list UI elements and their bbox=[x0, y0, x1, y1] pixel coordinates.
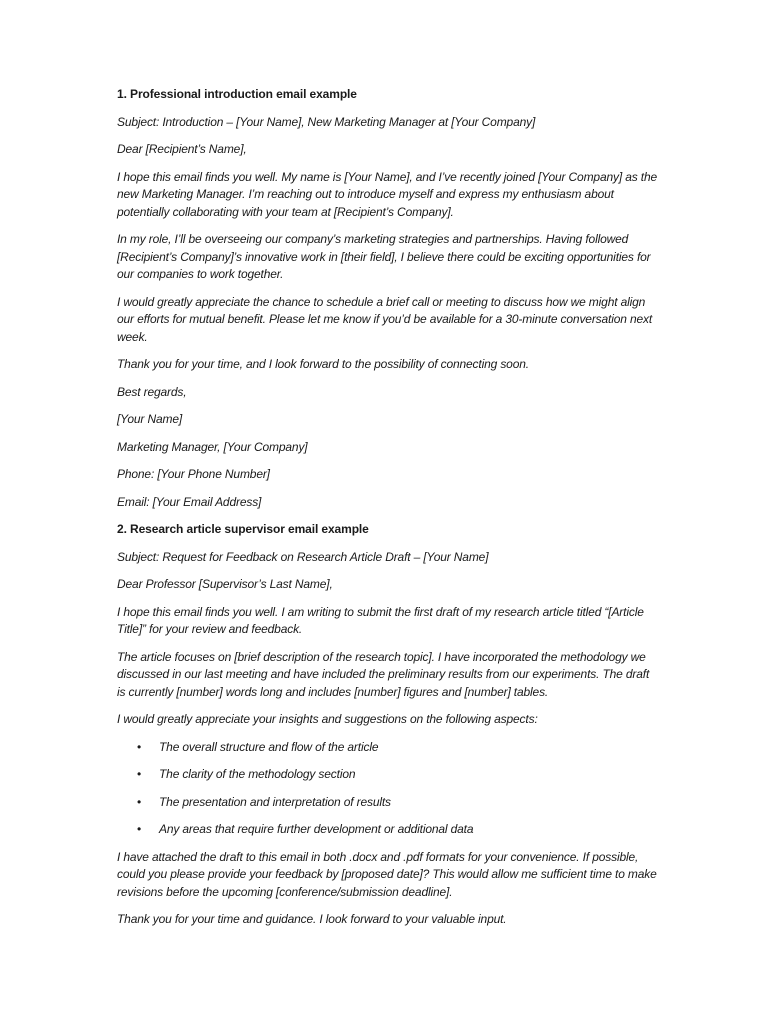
list-item bbox=[117, 739, 657, 757]
email-2-paragraph-4: I have attached the draft to this email in both .docx and .pdf formats for your convenience. If possible, could you please provide your feedback by [proposed date]? This would allow me sufficient time to make revisions before the upcoming [conference/submission deadline]. bbox=[117, 849, 657, 899]
list-item-text: The presentation and interpretation of results bbox=[159, 794, 391, 809]
email-2-subject: Subject: Request for Feedback on Research Article Draft – [Your Name] bbox=[117, 549, 489, 564]
feedback-aspects-list bbox=[117, 739, 657, 839]
email-1-paragraph-2: In my role, I’ll be overseeing our company’s marketing strategies and partnerships. Having followed [Recipient’s Company]’s innovative work in [their field], I believe there could be exciting opportunities for our companies to work together. bbox=[117, 232, 651, 281]
list-item bbox=[117, 821, 657, 839]
bullet-icon: • bbox=[137, 767, 142, 781]
bullet-icon: • bbox=[137, 822, 142, 836]
email-2-greeting: Dear Professor [Supervisor’s Last Name], bbox=[117, 577, 333, 591]
bullet-icon: • bbox=[137, 739, 142, 754]
email-1-signature-email: Email: [Your Email Address] bbox=[117, 494, 262, 509]
email-2-paragraph-5: Thank you for your time and guidance. I look forward to your valuable input. bbox=[117, 912, 507, 926]
bullet-icon: • bbox=[137, 794, 142, 809]
email-1-greeting: Dear [Recipient’s Name], bbox=[117, 142, 247, 156]
list-item-text: Any areas that require further development or additional data bbox=[159, 822, 474, 836]
email-1-signature-title: Marketing Manager, [Your Company] bbox=[117, 439, 308, 454]
document-page bbox=[117, 86, 657, 939]
list-item-text: The clarity of the methodology section bbox=[159, 767, 356, 781]
list-item-text: The overall structure and flow of the article bbox=[159, 739, 379, 754]
email-2-paragraph-2: The article focuses on [brief description of the research topic]. I have incorporated the methodology we discussed in our last meeting and have included the preliminary results from our experiments. The draft is currently [number] words long and includes [number] figures and [number] tables. bbox=[117, 649, 650, 699]
email-1-signature-name: [Your Name] bbox=[117, 412, 183, 426]
email-1-signature-phone: Phone: [Your Phone Number] bbox=[117, 467, 270, 481]
email-1-closing: Best regards, bbox=[117, 384, 187, 399]
list-item bbox=[117, 766, 657, 784]
email-2-paragraph-3: I would greatly appreciate your insights and suggestions on the following aspects: bbox=[117, 712, 538, 726]
section-2-heading: 2. Research article supervisor email example bbox=[117, 522, 369, 536]
email-1-subject: Subject: Introduction – [Your Name], New Marketing Manager at [Your Company] bbox=[117, 114, 536, 129]
list-item bbox=[117, 794, 657, 812]
email-1-paragraph-4: Thank you for your time, and I look forward to the possibility of connecting soon. bbox=[117, 357, 529, 371]
email-2-paragraph-1: I hope this email finds you well. I am writing to submit the first draft of my research article titled “[Article Title]” for your review and feedback. bbox=[117, 604, 644, 636]
email-1-paragraph-1: I hope this email finds you well. My name is [Your Name], and I’ve recently joined [Your Company] as the new Marketing Manager. I’m reaching out to introduce myself and express my enthusiasm about potentially collaborating with your team at [Recipient’s Company]. bbox=[117, 169, 658, 219]
section-1-heading: 1. Professional introduction email example bbox=[117, 87, 357, 101]
email-1-paragraph-3: I would greatly appreciate the chance to schedule a brief call or meeting to discuss how we might align our efforts for mutual benefit. Please let me know if you’d be available for a 30-minute conversation next week. bbox=[117, 294, 653, 344]
